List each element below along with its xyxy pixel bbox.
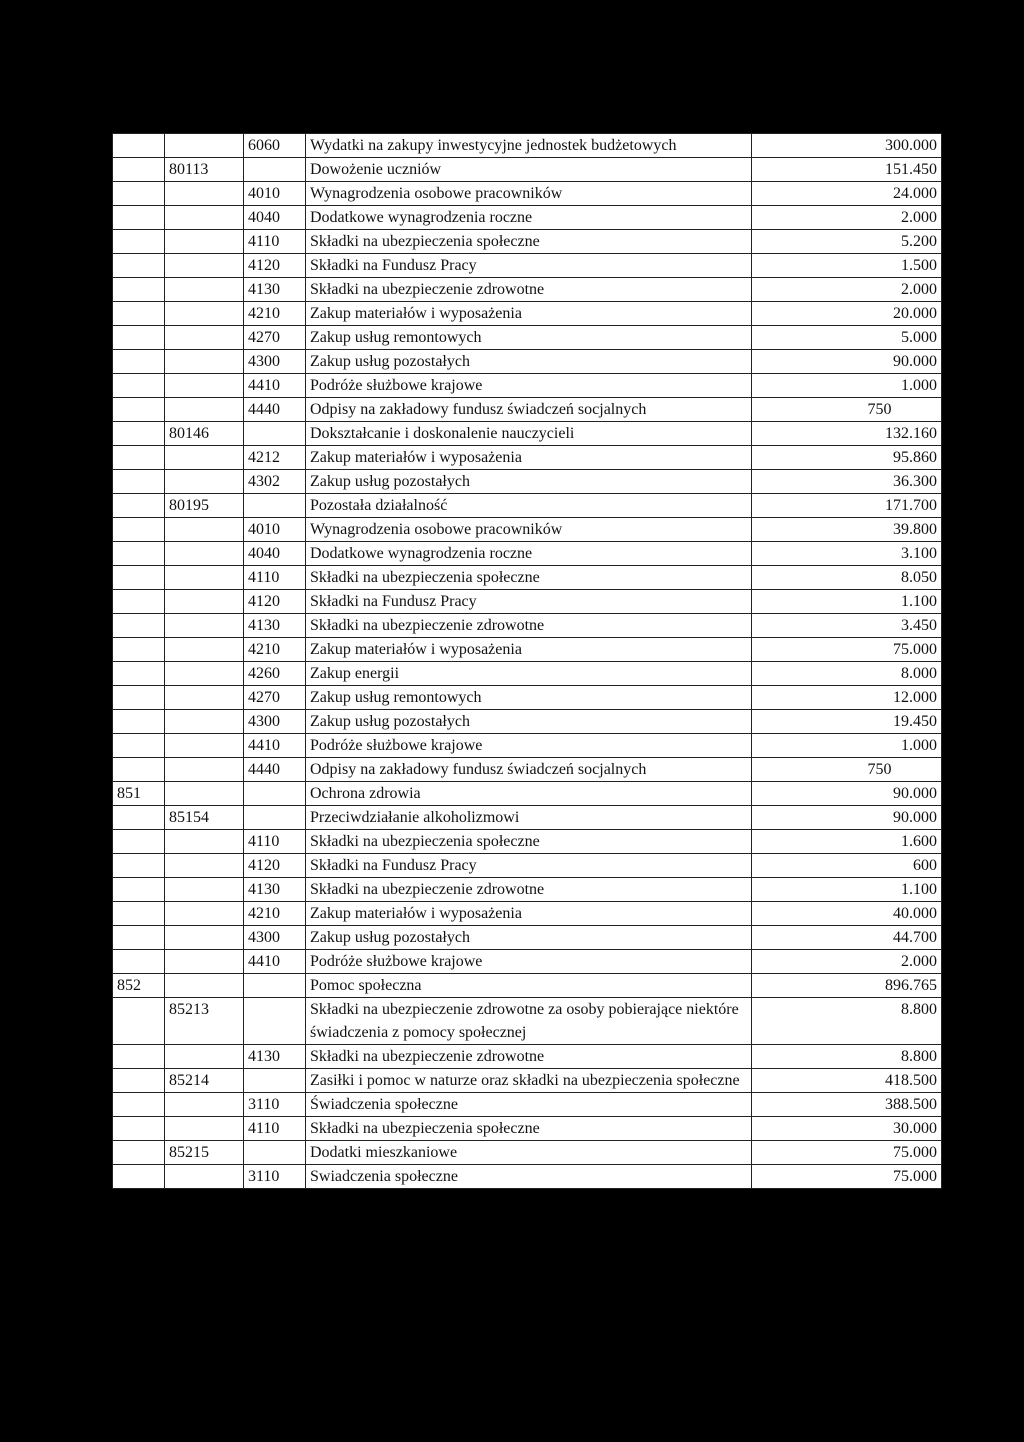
cell-paragraf: 4440 xyxy=(244,758,306,782)
table-row xyxy=(113,950,942,974)
cell-nazwa: Zakup materiałów i wyposażenia xyxy=(306,302,752,326)
cell-kwota: 75.000 xyxy=(752,1141,942,1165)
cell-dzial xyxy=(113,1141,165,1165)
cell-kwota: 171.700 xyxy=(752,494,942,518)
cell-rozdzial xyxy=(165,686,244,710)
cell-kwota: 75.000 xyxy=(752,1165,942,1189)
cell-dzial xyxy=(113,710,165,734)
cell-dzial xyxy=(113,230,165,254)
cell-dzial xyxy=(113,830,165,854)
cell-kwota: 1.600 xyxy=(752,830,942,854)
table-row xyxy=(113,926,942,950)
cell-rozdzial xyxy=(165,758,244,782)
cell-nazwa: Zakup materiałów i wyposażenia xyxy=(306,902,752,926)
cell-dzial xyxy=(113,254,165,278)
table-row xyxy=(113,830,942,854)
cell-paragraf: 6060 xyxy=(244,134,306,158)
cell-kwota: 8.800 xyxy=(752,998,942,1045)
cell-kwota: 300.000 xyxy=(752,134,942,158)
cell-kwota: 151.450 xyxy=(752,158,942,182)
table-row xyxy=(113,734,942,758)
cell-rozdzial xyxy=(165,662,244,686)
cell-rozdzial xyxy=(165,350,244,374)
cell-dzial xyxy=(113,422,165,446)
cell-dzial xyxy=(113,566,165,590)
cell-nazwa: Składki na ubezpieczenie zdrowotne xyxy=(306,278,752,302)
cell-paragraf: 4130 xyxy=(244,278,306,302)
cell-kwota: 75.000 xyxy=(752,638,942,662)
cell-dzial xyxy=(113,878,165,902)
cell-dzial xyxy=(113,206,165,230)
cell-nazwa: Składki na Fundusz Pracy xyxy=(306,254,752,278)
cell-dzial xyxy=(113,614,165,638)
cell-kwota: 2.000 xyxy=(752,206,942,230)
cell-dzial xyxy=(113,350,165,374)
table-row xyxy=(113,494,942,518)
cell-nazwa: Wydatki na zakupy inwestycyjne jednostek budżetowych xyxy=(306,134,752,158)
cell-paragraf: 4010 xyxy=(244,182,306,206)
cell-dzial xyxy=(113,758,165,782)
cell-paragraf xyxy=(244,494,306,518)
cell-rozdzial xyxy=(165,518,244,542)
cell-nazwa: Zasiłki i pomoc w naturze oraz składki na ubezpieczenia społeczne xyxy=(306,1069,752,1093)
cell-kwota: 90.000 xyxy=(752,350,942,374)
cell-paragraf: 4300 xyxy=(244,926,306,950)
cell-kwota: 20.000 xyxy=(752,302,942,326)
cell-nazwa: Podróże służbowe krajowe xyxy=(306,734,752,758)
cell-rozdzial: 85213 xyxy=(165,998,244,1045)
cell-rozdzial xyxy=(165,854,244,878)
cell-dzial xyxy=(113,494,165,518)
cell-kwota: 418.500 xyxy=(752,1069,942,1093)
cell-paragraf xyxy=(244,422,306,446)
cell-kwota: 2.000 xyxy=(752,278,942,302)
cell-kwota: 2.000 xyxy=(752,950,942,974)
cell-paragraf: 4212 xyxy=(244,446,306,470)
cell-nazwa: Składki na ubezpieczenia społeczne xyxy=(306,230,752,254)
table-row xyxy=(113,1093,942,1117)
table-row xyxy=(113,662,942,686)
cell-rozdzial: 85214 xyxy=(165,1069,244,1093)
cell-paragraf: 4130 xyxy=(244,1045,306,1069)
cell-rozdzial: 85154 xyxy=(165,806,244,830)
table-row xyxy=(113,326,942,350)
cell-paragraf: 4210 xyxy=(244,302,306,326)
cell-dzial xyxy=(113,542,165,566)
cell-paragraf: 4120 xyxy=(244,854,306,878)
cell-nazwa: Składki na Fundusz Pracy xyxy=(306,854,752,878)
cell-dzial xyxy=(113,518,165,542)
cell-paragraf: 4110 xyxy=(244,230,306,254)
cell-nazwa: Odpisy na zakładowy fundusz świadczeń socjalnych xyxy=(306,398,752,422)
cell-paragraf: 4040 xyxy=(244,542,306,566)
table-row xyxy=(113,158,942,182)
table-row xyxy=(113,182,942,206)
cell-nazwa: Dowożenie uczniów xyxy=(306,158,752,182)
cell-nazwa: Dodatkowe wynagrodzenia roczne xyxy=(306,542,752,566)
cell-rozdzial xyxy=(165,638,244,662)
cell-rozdzial xyxy=(165,230,244,254)
cell-nazwa: Zakup materiałów i wyposażenia xyxy=(306,638,752,662)
cell-dzial xyxy=(113,1165,165,1189)
cell-paragraf: 4300 xyxy=(244,350,306,374)
table-row xyxy=(113,134,942,158)
cell-paragraf: 4130 xyxy=(244,878,306,902)
cell-nazwa: Pozostała działalność xyxy=(306,494,752,518)
cell-nazwa: Składki na ubezpieczenia społeczne xyxy=(306,830,752,854)
table-row xyxy=(113,422,942,446)
cell-rozdzial xyxy=(165,398,244,422)
cell-kwota: 3.100 xyxy=(752,542,942,566)
cell-nazwa: Składki na ubezpieczenie zdrowotne za osoby pobierające niektóre świadczenia z pomocy społecznej xyxy=(306,998,752,1045)
cell-rozdzial xyxy=(165,134,244,158)
table-row xyxy=(113,758,942,782)
cell-nazwa: Składki na ubezpieczenie zdrowotne xyxy=(306,878,752,902)
table-row xyxy=(113,278,942,302)
cell-nazwa: Składki na ubezpieczenia społeczne xyxy=(306,1117,752,1141)
cell-dzial: 852 xyxy=(113,974,165,998)
table-row xyxy=(113,1069,942,1093)
cell-kwota: 1.100 xyxy=(752,878,942,902)
cell-paragraf: 4260 xyxy=(244,662,306,686)
table-row xyxy=(113,374,942,398)
cell-kwota: 132.160 xyxy=(752,422,942,446)
cell-nazwa: Przeciwdziałanie alkoholizmowi xyxy=(306,806,752,830)
cell-dzial xyxy=(113,590,165,614)
cell-rozdzial xyxy=(165,590,244,614)
cell-dzial xyxy=(113,998,165,1045)
cell-rozdzial xyxy=(165,1093,244,1117)
cell-dzial xyxy=(113,662,165,686)
table-row xyxy=(113,782,942,806)
cell-rozdzial xyxy=(165,710,244,734)
cell-paragraf: 4130 xyxy=(244,614,306,638)
cell-paragraf: 3110 xyxy=(244,1093,306,1117)
cell-paragraf: 4440 xyxy=(244,398,306,422)
cell-rozdzial xyxy=(165,782,244,806)
cell-kwota: 12.000 xyxy=(752,686,942,710)
cell-dzial xyxy=(113,806,165,830)
cell-nazwa: Podróże służbowe krajowe xyxy=(306,374,752,398)
cell-kwota: 1.500 xyxy=(752,254,942,278)
table-row xyxy=(113,902,942,926)
cell-paragraf xyxy=(244,1069,306,1093)
cell-nazwa: Składki na Fundusz Pracy xyxy=(306,590,752,614)
cell-kwota: 600 xyxy=(752,854,942,878)
cell-rozdzial xyxy=(165,974,244,998)
cell-nazwa: Zakup usług remontowych xyxy=(306,326,752,350)
cell-nazwa: Pomoc społeczna xyxy=(306,974,752,998)
cell-dzial xyxy=(113,1045,165,1069)
cell-paragraf: 4410 xyxy=(244,374,306,398)
cell-paragraf: 4010 xyxy=(244,518,306,542)
table-row xyxy=(113,854,942,878)
cell-rozdzial: 80146 xyxy=(165,422,244,446)
cell-kwota: 30.000 xyxy=(752,1117,942,1141)
cell-dzial xyxy=(113,926,165,950)
cell-rozdzial xyxy=(165,830,244,854)
table-row xyxy=(113,446,942,470)
table-row xyxy=(113,230,942,254)
cell-kwota: 19.450 xyxy=(752,710,942,734)
cell-kwota: 3.450 xyxy=(752,614,942,638)
cell-rozdzial xyxy=(165,1117,244,1141)
cell-paragraf: 4270 xyxy=(244,686,306,710)
cell-rozdzial xyxy=(165,614,244,638)
table-row xyxy=(113,470,942,494)
cell-paragraf xyxy=(244,158,306,182)
table-row xyxy=(113,1045,942,1069)
table-row xyxy=(113,998,942,1045)
cell-rozdzial xyxy=(165,926,244,950)
cell-dzial xyxy=(113,326,165,350)
cell-rozdzial xyxy=(165,902,244,926)
cell-dzial xyxy=(113,470,165,494)
table-row xyxy=(113,878,942,902)
cell-dzial xyxy=(113,374,165,398)
cell-rozdzial xyxy=(165,734,244,758)
cell-paragraf: 4120 xyxy=(244,590,306,614)
cell-rozdzial xyxy=(165,206,244,230)
cell-dzial xyxy=(113,446,165,470)
cell-paragraf: 4120 xyxy=(244,254,306,278)
table-row xyxy=(113,806,942,830)
cell-kwota: 24.000 xyxy=(752,182,942,206)
cell-paragraf: 4302 xyxy=(244,470,306,494)
cell-paragraf: 3110 xyxy=(244,1165,306,1189)
cell-rozdzial xyxy=(165,1165,244,1189)
cell-rozdzial: 80195 xyxy=(165,494,244,518)
table-row xyxy=(113,1141,942,1165)
cell-dzial xyxy=(113,158,165,182)
cell-nazwa: Swiadczenia społeczne xyxy=(306,1165,752,1189)
cell-dzial xyxy=(113,398,165,422)
cell-rozdzial xyxy=(165,254,244,278)
cell-kwota: 388.500 xyxy=(752,1093,942,1117)
cell-dzial xyxy=(113,950,165,974)
cell-paragraf: 4210 xyxy=(244,638,306,662)
table-row xyxy=(113,1117,942,1141)
cell-rozdzial xyxy=(165,446,244,470)
cell-nazwa: Dodatkowe wynagrodzenia roczne xyxy=(306,206,752,230)
cell-nazwa: Podróże służbowe krajowe xyxy=(306,950,752,974)
cell-nazwa: Składki na ubezpieczenia społeczne xyxy=(306,566,752,590)
cell-nazwa: Zakup usług remontowych xyxy=(306,686,752,710)
cell-dzial xyxy=(113,1069,165,1093)
cell-dzial xyxy=(113,278,165,302)
cell-rozdzial xyxy=(165,326,244,350)
cell-rozdzial xyxy=(165,1045,244,1069)
cell-rozdzial xyxy=(165,278,244,302)
cell-rozdzial xyxy=(165,950,244,974)
cell-rozdzial xyxy=(165,542,244,566)
budget-table xyxy=(112,133,942,1189)
cell-paragraf: 4110 xyxy=(244,1117,306,1141)
table-row xyxy=(113,302,942,326)
cell-paragraf xyxy=(244,782,306,806)
cell-paragraf: 4040 xyxy=(244,206,306,230)
cell-nazwa: Świadczenia społeczne xyxy=(306,1093,752,1117)
cell-paragraf: 4270 xyxy=(244,326,306,350)
cell-nazwa: Zakup energii xyxy=(306,662,752,686)
table-row xyxy=(113,350,942,374)
cell-rozdzial: 80113 xyxy=(165,158,244,182)
cell-dzial xyxy=(113,854,165,878)
cell-kwota: 1.000 xyxy=(752,374,942,398)
cell-dzial xyxy=(113,902,165,926)
cell-paragraf: 4110 xyxy=(244,830,306,854)
cell-nazwa: Odpisy na zakładowy fundusz świadczeń socjalnych xyxy=(306,758,752,782)
cell-kwota: 90.000 xyxy=(752,806,942,830)
cell-kwota: 8.050 xyxy=(752,566,942,590)
cell-kwota: 39.800 xyxy=(752,518,942,542)
cell-nazwa: Zakup materiałów i wyposażenia xyxy=(306,446,752,470)
cell-dzial xyxy=(113,734,165,758)
cell-dzial xyxy=(113,182,165,206)
cell-rozdzial xyxy=(165,302,244,326)
cell-dzial xyxy=(113,638,165,662)
cell-paragraf xyxy=(244,998,306,1045)
cell-paragraf: 4210 xyxy=(244,902,306,926)
table-row xyxy=(113,710,942,734)
cell-rozdzial xyxy=(165,374,244,398)
cell-nazwa: Dokształcanie i doskonalenie nauczycieli xyxy=(306,422,752,446)
cell-kwota: 8.000 xyxy=(752,662,942,686)
cell-kwota: 750 xyxy=(752,758,942,782)
cell-dzial xyxy=(113,302,165,326)
cell-kwota: 1.000 xyxy=(752,734,942,758)
cell-rozdzial xyxy=(165,878,244,902)
cell-paragraf xyxy=(244,806,306,830)
cell-paragraf: 4110 xyxy=(244,566,306,590)
table-row xyxy=(113,566,942,590)
cell-kwota: 44.700 xyxy=(752,926,942,950)
cell-kwota: 95.860 xyxy=(752,446,942,470)
cell-kwota: 5.200 xyxy=(752,230,942,254)
budget-table-body xyxy=(113,134,942,1189)
table-row xyxy=(113,206,942,230)
cell-nazwa: Zakup usług pozostałych xyxy=(306,350,752,374)
cell-paragraf xyxy=(244,974,306,998)
cell-kwota: 1.100 xyxy=(752,590,942,614)
table-row xyxy=(113,1165,942,1189)
table-row xyxy=(113,518,942,542)
cell-nazwa: Dodatki mieszkaniowe xyxy=(306,1141,752,1165)
cell-nazwa: Wynagrodzenia osobowe pracowników xyxy=(306,182,752,206)
cell-paragraf xyxy=(244,1141,306,1165)
cell-paragraf: 4410 xyxy=(244,950,306,974)
cell-rozdzial xyxy=(165,470,244,494)
cell-nazwa: Zakup usług pozostałych xyxy=(306,926,752,950)
cell-paragraf: 4300 xyxy=(244,710,306,734)
cell-kwota: 36.300 xyxy=(752,470,942,494)
cell-rozdzial: 85215 xyxy=(165,1141,244,1165)
cell-nazwa: Ochrona zdrowia xyxy=(306,782,752,806)
cell-dzial xyxy=(113,134,165,158)
table-row xyxy=(113,638,942,662)
cell-kwota: 90.000 xyxy=(752,782,942,806)
table-row xyxy=(113,590,942,614)
table-row xyxy=(113,542,942,566)
cell-kwota: 5.000 xyxy=(752,326,942,350)
table-row xyxy=(113,398,942,422)
cell-paragraf: 4410 xyxy=(244,734,306,758)
cell-nazwa: Składki na ubezpieczenie zdrowotne xyxy=(306,614,752,638)
table-row xyxy=(113,686,942,710)
cell-kwota: 40.000 xyxy=(752,902,942,926)
cell-kwota: 896.765 xyxy=(752,974,942,998)
cell-nazwa: Składki na ubezpieczenie zdrowotne xyxy=(306,1045,752,1069)
cell-dzial xyxy=(113,686,165,710)
cell-dzial xyxy=(113,1117,165,1141)
table-row xyxy=(113,974,942,998)
budget-page xyxy=(112,133,941,1189)
cell-nazwa: Zakup usług pozostałych xyxy=(306,710,752,734)
cell-rozdzial xyxy=(165,182,244,206)
cell-rozdzial xyxy=(165,566,244,590)
table-row xyxy=(113,254,942,278)
cell-nazwa: Zakup usług pozostałych xyxy=(306,470,752,494)
cell-dzial xyxy=(113,1093,165,1117)
cell-kwota: 8.800 xyxy=(752,1045,942,1069)
cell-nazwa: Wynagrodzenia osobowe pracowników xyxy=(306,518,752,542)
cell-dzial: 851 xyxy=(113,782,165,806)
table-row xyxy=(113,614,942,638)
cell-kwota: 750 xyxy=(752,398,942,422)
